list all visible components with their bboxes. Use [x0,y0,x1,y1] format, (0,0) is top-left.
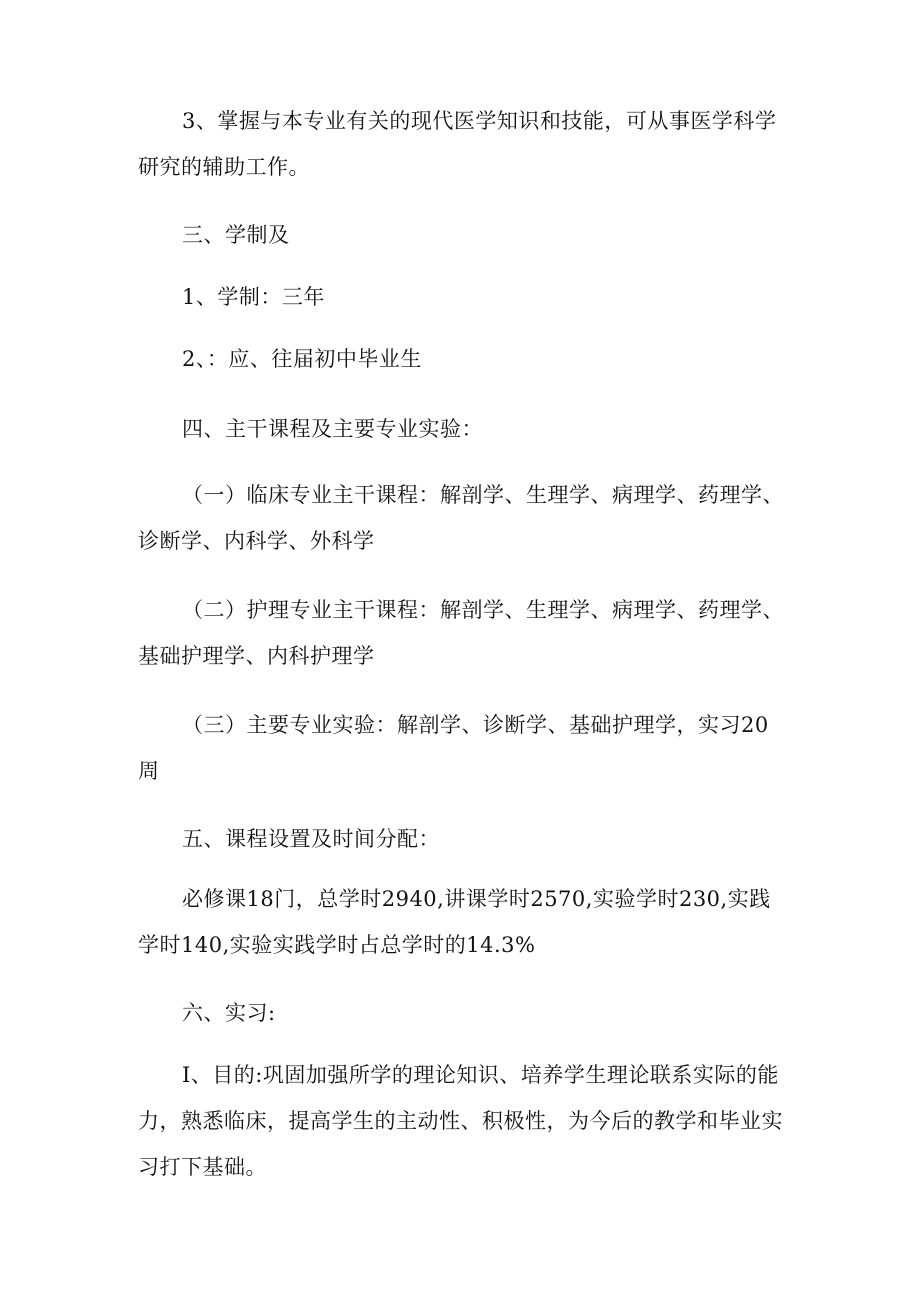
paragraph-objective-3: 3、掌握与本专业有关的现代医学知识和技能，可从事医学科学研究的辅助工作。 [138,109,777,179]
paragraph-nursing-courses: （二）护理专业主干课程：解剖学、生理学、病理学、药理学、基础护理学、内科护理学 [138,598,784,668]
heading-section-3: 三、学制及 [182,223,290,247]
heading-section-4: 四、主干课程及主要专业实验： [182,417,483,441]
paragraph-clinical-courses: （一）临床专业主干课程：解剖学、生理学、病理学、药理学、诊断学、内科学、外科学 [138,483,784,553]
heading-section-6: 六、实习: [182,1001,276,1025]
paragraph-main-experiments: （三）主要专业实验：解剖学、诊断学、基础护理学，实习20周 [138,713,769,783]
paragraph-duration: 1、学制：三年 [182,285,325,309]
paragraph-course-hours: 必修课18门，总学时2940,讲课学时2570,实验学时230,实践学时140,实验实践学时占总学时的14.3% [138,887,771,957]
heading-section-5: 五、课程设置及时间分配： [182,827,440,851]
paragraph-enrollment: 2、：应、往届初中毕业生 [182,347,422,371]
paragraph-internship-purpose: I、目的:巩固加强所学的理论知识、培养学生理论联系实际的能力，熟悉临床，提高学生的主动性、积极性，为今后的教学和毕业实习打下基础。 [138,1063,783,1179]
